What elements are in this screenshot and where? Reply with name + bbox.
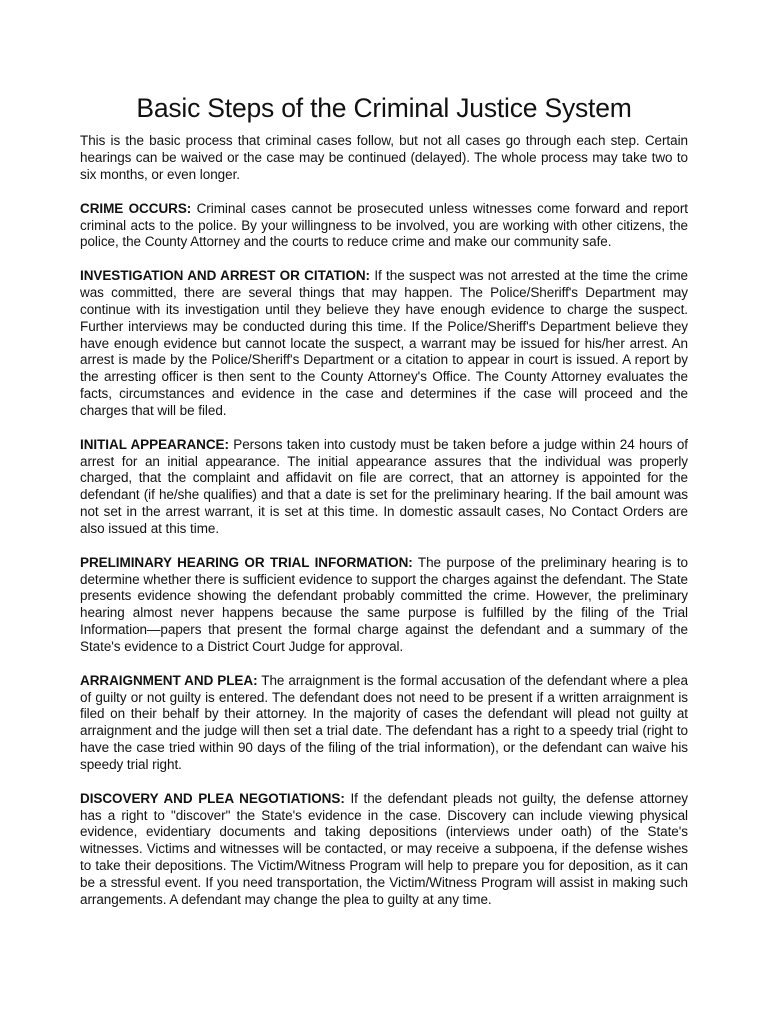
section-preliminary-hearing	[80, 555, 688, 656]
section-arraignment-plea	[80, 673, 688, 774]
section-crime-occurs	[80, 201, 688, 251]
section-heading: CRIME OCCURS:	[80, 200, 192, 216]
page-title: Basic Steps of the Criminal Justice System	[136, 93, 632, 123]
section-heading: INVESTIGATION AND ARREST OR CITATION:	[80, 268, 370, 284]
section-text: Persons taken into custody must be taken before a judge within 24 hours of arrest for an initial appearance. The initial appearance assures that the individual was properly charged, that the complaint and affidavit on file are correct, that an attorney is appointed for the defendant (if he/she qualifies) and that a date is set for the preliminary hearing. If the bail amount was not set in the arrest warrant, it is set at this time. In domestic assault cases, No Contact Orders are also issued at this time.	[80, 436, 688, 536]
section-initial-appearance	[80, 437, 688, 538]
document-body	[80, 133, 688, 926]
section-discovery-negotiations	[80, 791, 688, 909]
section-investigation-arrest	[80, 268, 688, 419]
section-heading: ARRAIGNMENT AND PLEA:	[80, 672, 258, 688]
section-heading: DISCOVERY AND PLEA NEGOTIATIONS:	[80, 790, 345, 806]
section-text: The purpose of the preliminary hearing is to determine whether there is sufficient evidence to support the charges against the defendant. The State presents evidence showing the defendant probably committed the crime. However, the preliminary hearing almost never happens because the same purpose is fulfilled by the filing of the Trial Information—papers that present the formal charge against the defendant and a summary of the State's evidence to a District Court Judge for approval.	[80, 554, 688, 654]
section-text: Criminal cases cannot be prosecuted unless witnesses come forward and report criminal acts to the police. By your willingness to be involved, you are working with other citizens, the police, the County Attorney and the courts to reduce crime and make our community safe.	[80, 200, 689, 250]
intro-paragraph: This is the basic process that criminal cases follow, but not all cases go through each step. Certain hearings can be waived or the case may be continued (delayed). The whole process may take two to six months, or even longer.	[80, 133, 688, 182]
section-heading: PRELIMINARY HEARING OR TRIAL INFORMATION:	[80, 554, 413, 570]
section-text: If the suspect was not arrested at the time the crime was committed, there are several things that may happen. The Police/Sheriff's Department may continue with its investigation until they believe they have enough evidence to charge the suspect. Further interviews may be conducted during this time. If the Police/Sheriff's Department believe they have enough evidence but cannot locate the suspect, a warrant may be issued for his/her arrest. An arrest is made by the Police/Sheriff's Department or a citation to appear in court is issued. A report by the arresting officer is then sent to the County Attorney's Office. The County Attorney evaluates the facts, circumstances and evidence in the case and determines if the case will proceed and the charges that will be filed.	[80, 268, 688, 418]
section-text: The arraignment is the formal accusation of the defendant where a plea of guilty or not guilty is entered. The defendant does not need to be present if a written arraignment is filed on their behalf by their attorney. In the majority of cases the defendant will plead not guilty at arraignment and the judge will then set a trial date. The defendant has a right to a speedy trial (right to have the case tried within 90 days of the filing of the trial information), or the defendant can waive his speedy trial right.	[80, 672, 688, 772]
section-text: If the defendant pleads not guilty, the defense attorney has a right to "discover" the State's evidence in the case. Discovery can include viewing physical evidence, evidentiary documents and taking depositions (interviews under oath) of the State's witnesses. Victims and witnesses will be contacted, or may receive a subpoena, if the defense wishes to take their depositions. The Victim/Witness Program will help to prepare you for deposition, as it can be a stressful event. If you need transportation, the Victim/Witness Program will assist in making such arrangements. A defendant may change the plea to guilty at any time.	[80, 790, 688, 907]
section-heading: INITIAL APPEARANCE:	[80, 436, 229, 452]
